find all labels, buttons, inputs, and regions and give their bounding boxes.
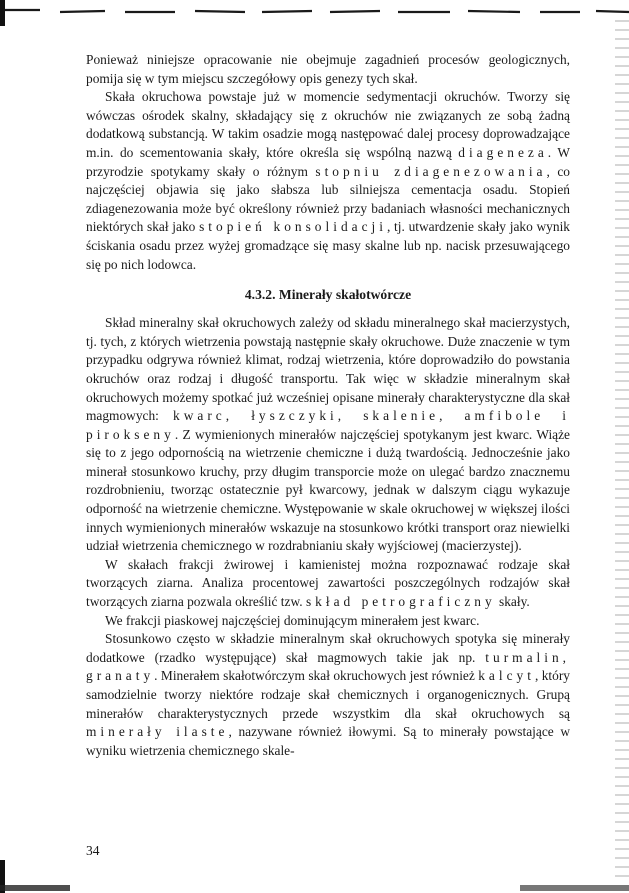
spaced-term: minerały ilaste (86, 724, 229, 740)
section-heading: 4.3.2. Minerały skałotwórcze (244, 287, 412, 303)
paragraph: Ponieważ niniejsze opracowanie nie obejmuje zagadnień procesów geologicznych, pomija się w tym miejscu szczegółowy opis genezy tych skał. (86, 52, 570, 86)
page-body (86, 51, 570, 760)
header-rule (0, 6, 629, 18)
spaced-term: kwarc, łyszczyki, skalenie, amfibole i pirokseny (86, 408, 570, 442)
spaced-term: stopień konsolidacji (199, 219, 387, 235)
scan-right-edge (615, 20, 629, 880)
paragraph: Stosunkowo często w składzie mineralnym skał okruchowych spotyka się minerały dodatkowe (rzadko występujące) skał magmowych takie jak np. turmalin, granaty. Minerałem skałotwórczym skał okruchowych jest również kalcyt, który samodzielnie tworzy niektóre rodzaje skał chemicznych i organogenicznych. Grupą minerałów charakterystycznych przede wszystkim dla skał okruchowych są minerały ilaste, nazywane również iłowymi. Są to minerały powstające w wyniku wietrzenia chemicznego skale- (86, 631, 571, 758)
paragraph: Skład mineralny skał okruchowych zależy od składu mineralnego skał macierzystych, tj. tych, z których wietrzenia powstają następnie skały okruchowe. Duże znaczenie w tym przypadku odgrywa również klimat, rodzaj wietrzenia, które doprowadziło do powstania okruchów oraz rodzaj i długość transportu. Tak więc w składzie mineralnym skał okruchowych możemy spotkać już wcześniej opisane minerały charakterystyczne dla skał magmowych: kwarc, łyszczyki, skalenie, amfibole i pirokseny. Z wymienionych minerałów najczęściej spotykanym jest kwarc. Wiąże się to z jego odpornością na wietrzenie chemiczne i dużą twardością. Jednocześnie jako minerał stosunkowo kruchy, przy długim transporcie może on ulegać bardzo znacznemu rozdrobnieniu, tworząc ostatecznie pył kwarcowy, jednak w dalszym ciągu wykazuje odporność na wietrzenie chemiczne. Występowanie w skale okruchowej w większej ilości innych wymienionych minerałów wskazuje na stosunkowo krótki transport oraz niewielki udział wietrzenia chemicznego w rozdrabnianiu skały wyjściowej (macierzystej). (86, 315, 570, 554)
spaced-term: diageneza (458, 144, 548, 160)
spaced-term: skład petrograficzny (305, 594, 496, 610)
paragraph: W skałach frakcji żwirowej i kamienistej można rozpoznawać rodzaje skał tworzących ziarna. Analiza procentowej zawartości poszczególnych rodzajów skał tworzących ziarna pozwala określić tzw. skład petrograficzny skały. (86, 556, 570, 610)
spaced-term: kalcyt (478, 668, 535, 684)
paragraph: We frakcji piaskowej najczęściej dominującym minerałem jest kwarc. (105, 612, 480, 628)
scan-bottom-edge (0, 885, 629, 891)
scan-left-edge (0, 0, 5, 893)
paragraph: Skała okruchowa powstaje już w momencie sedymentacji okruchów. Tworzy się wówczas ośrodek skalny, składający się z okruchów nie związanych ze sobą żadną dodatkową substancją. W takim osadzie mogą następować dalej procesy doprowadzające m.in. do scementowania skały, które określa się wspólną nazwą diageneza. W przyrodzie spotykamy skały o różnym stopniu zdiagenezowania, co najczęściej objawia się jako słabsza lub silniejsza cementacja osadu. Stopień zdiagenezowania może być określony również przy badaniach własności mechanicznych niektórych skał jako stopień konsolidacji, tj. utwardzenie skały jako wynik ściskania osadu przez wyżej gromadzące się masy skalne lub np. nacisk przesuwającego się po nich lodowca. (86, 89, 571, 272)
spaced-term: turmalin, granaty (86, 649, 570, 684)
spaced-term: stopniu zdiagenezowania (315, 163, 547, 179)
page-number: 34 (86, 843, 100, 858)
